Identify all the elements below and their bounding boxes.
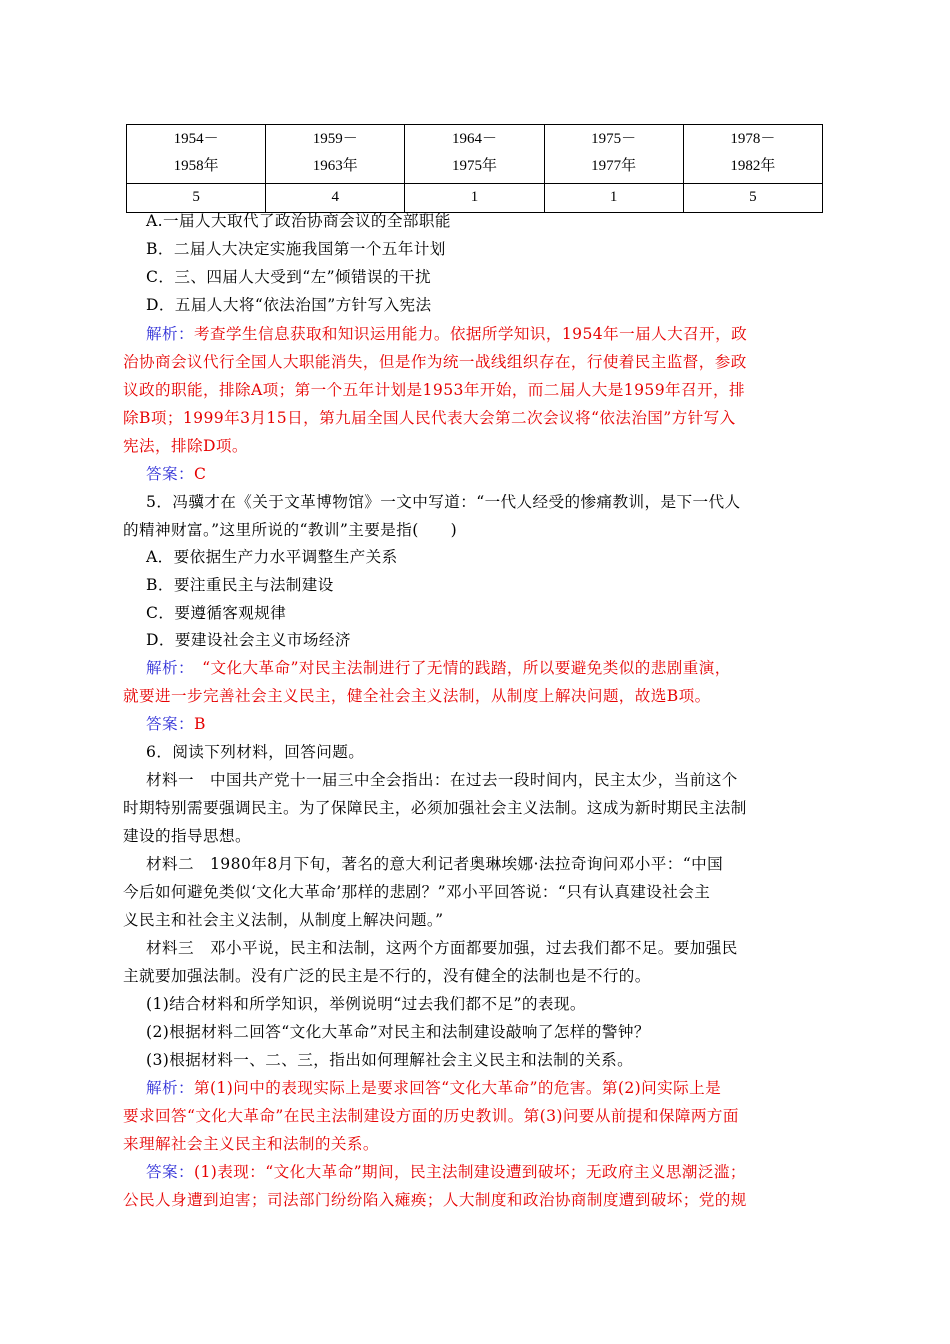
q4-analysis-line: 除B项；1999年3月15日，第九届全国人民代表大会第二次会议将“依法治国”方针写入 xyxy=(123,409,736,427)
q5-answer xyxy=(146,714,206,734)
material-two-line: 义民主和社会主义法制，从制度上解决问题。” xyxy=(123,911,444,929)
answer-value: B xyxy=(193,715,206,733)
analysis-label: 解析： xyxy=(146,325,194,343)
q5-option-d: D．要建设社会主义市场经济 xyxy=(146,631,351,649)
q5-stem-line: 的精神财富。”这里所说的“教训”主要是指( ) xyxy=(123,521,458,539)
q6-question-1: (1)结合材料和所学知识，举例说明“过去我们都不足”的表现。 xyxy=(146,995,586,1013)
answer-label: 答案： xyxy=(146,1163,194,1181)
q5-stem-line: 5．冯骥才在《关于文革博物馆》一文中写道：“一代人经受的惨痛教训，是下一代人 xyxy=(146,493,741,511)
material-three-line: 主就要加强法制。没有广泛的民主是不行的，没有健全的法制也是不行的。 xyxy=(123,967,651,985)
q5-analysis-line: 解析： “文化大革命”对民主法制进行了无情的践踏，所以要避免类似的悲剧重演， xyxy=(146,659,731,677)
analysis-label: 解析： xyxy=(146,659,187,677)
q4-option-d: D．五届人大将“依法治国”方针写入宪法 xyxy=(146,296,432,314)
q6-stem: 6．阅读下列材料，回答问题。 xyxy=(146,743,365,761)
q6-answer-line: 答案：(1)表现：“文化大革命”期间，民主法制建设遭到破坏；无政府主义思潮泛滥； xyxy=(146,1163,746,1181)
q6-question-2: (2)根据材料二回答“文化大革命”对民主和法制建设敲响了怎样的警钟？ xyxy=(146,1023,650,1041)
period-cell: 1978－ 1982年 xyxy=(683,125,822,184)
q4-option-c: C．三、四届人大受到“左”倾错误的干扰 xyxy=(146,268,431,286)
material-one-line: 建设的指导思想。 xyxy=(123,827,251,845)
q5-option-b: B．要注重民主与法制建设 xyxy=(146,576,334,594)
npc-sessions-table xyxy=(126,124,823,213)
period-cell: 1964－ 1975年 xyxy=(405,125,544,184)
material-one-line: 材料一 中国共产党十一届三中全会指出：在过去一段时间内，民主太少，当前这个 xyxy=(146,771,738,789)
q4-analysis-line: 宪法，排除D项。 xyxy=(123,437,248,455)
q4-analysis-line: 治协商会议代行全国人大职能消失，但是作为统一战线组织存在，行使着民主监督，参政 xyxy=(123,353,747,371)
q6-answer-line: 公民人身遭到迫害；司法部门纷纷陷入瘫痪；人大制度和政治协商制度遭到破坏；党的规 xyxy=(123,1191,747,1209)
q6-question-3: (3)根据材料一、二、三，指出如何理解社会主义民主和法制的关系。 xyxy=(146,1051,634,1069)
value-cell: 1 xyxy=(544,184,683,213)
analysis-label: 解析： xyxy=(146,1079,194,1097)
value-cell: 5 xyxy=(683,184,822,213)
q6-analysis-line: 要求回答“文化大革命”在民主法制建设方面的历史教训。第(3)问要从前提和保障两方面 xyxy=(123,1107,739,1125)
q4-option-a: A.一届人大取代了政治协商会议的全部职能 xyxy=(146,212,451,230)
q6-analysis-line: 来理解社会主义民主和法制的关系。 xyxy=(123,1135,379,1153)
q4-answer xyxy=(146,464,206,484)
q4-option-b: B．二届人大决定实施我国第一个五年计划 xyxy=(146,240,446,258)
material-two-line: 今后如何避免类似‘文化大革命’那样的悲剧？”邓小平回答说：“只有认真建设社会主 xyxy=(123,883,711,901)
q6-analysis-line: 解析：第(1)问中的表现实际上是要求回答“文化大革命”的危害。第(2)问实际上是 xyxy=(146,1079,722,1097)
period-cell: 1959－ 1963年 xyxy=(266,125,405,184)
material-one-line: 时期特别需要强调民主。为了保障民主，必须加强社会主义法制。这成为新时期民主法制 xyxy=(123,799,747,817)
period-cell: 1975－ 1977年 xyxy=(544,125,683,184)
value-cell: 1 xyxy=(405,184,544,213)
material-three-line: 材料三 邓小平说，民主和法制，这两个方面都要加强，过去我们都不足。要加强民 xyxy=(146,939,738,957)
q5-analysis-line: 就要进一步完善社会主义民主，健全社会主义法制，从制度上解决问题，故选B项。 xyxy=(123,687,711,705)
answer-label: 答案： xyxy=(146,715,194,733)
value-cell: 5 xyxy=(127,184,266,213)
q4-analysis-line: 议政的职能，排除A项；第一个五年计划是1953年开始，而二届人大是1959年召开，排 xyxy=(123,381,746,399)
q5-option-c: C．要遵循客观规律 xyxy=(146,604,287,622)
material-two-line: 材料二 1980年8月下旬，著名的意大利记者奥琳埃娜·法拉奇询问邓小平：“中国 xyxy=(146,855,724,873)
answer-label: 答案： xyxy=(146,465,194,483)
q4-analysis-line: 解析：考查学生信息获取和知识运用能力。依据所学知识，1954年一届人大召开，政 xyxy=(146,325,748,343)
period-cell: 1954－ 1958年 xyxy=(127,125,266,184)
answer-value: C xyxy=(193,465,207,483)
q5-option-a: A．要依据生产力水平调整生产关系 xyxy=(146,548,398,566)
value-cell: 4 xyxy=(266,184,405,213)
